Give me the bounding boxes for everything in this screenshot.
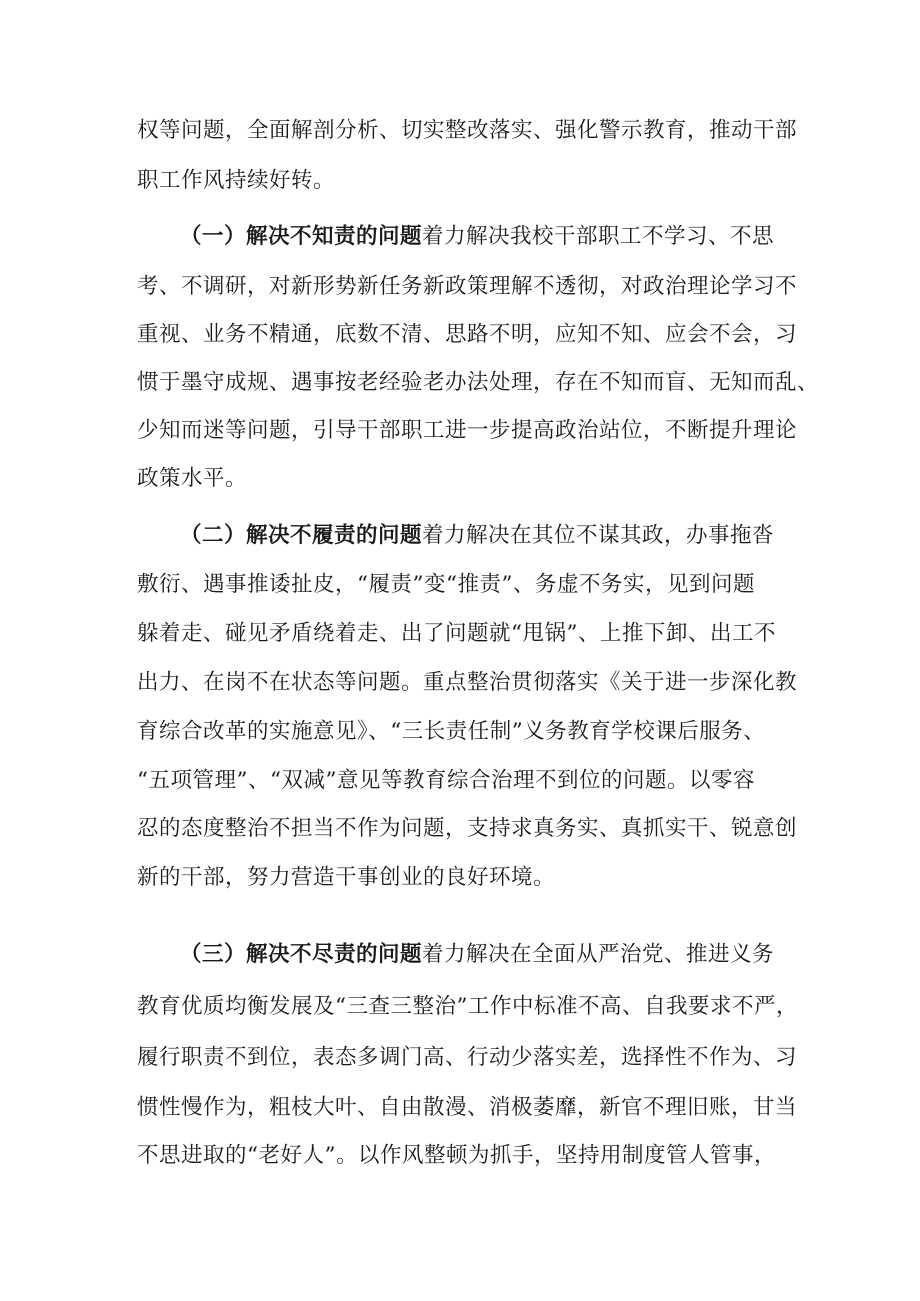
text-line: “五项管理”、“双减”意见等教育综合治理不到位的问题。以零容 <box>137 768 755 793</box>
text-line: 育综合改革的实施意见》、“三长责任制”义务教育学校课后服务、 <box>137 719 766 744</box>
text-line: 敷衍、遇事推诿扯皮，“履责”变“推责”、务虚不务实，见到问题 <box>137 572 755 597</box>
text-line: 惯性慢作为，粗枝大叶、自由散漫、消极萎靡，新官不理旧账，甘当 <box>137 1095 798 1120</box>
text-line: 新的干部，努力营造干事创业的良好环境。 <box>137 865 556 890</box>
text-line: 职工作风持续好转。 <box>137 168 336 193</box>
text-line: 不思进取的“老好人”。以作风整顿为抓手，坚持用制度管人管事， <box>137 1143 776 1168</box>
text-run: 着力解决在全面从严治党、推进义务 <box>422 942 775 967</box>
section-heading-1: （一）解决不知责的问题 <box>180 224 423 249</box>
paragraph-1-first-line <box>180 222 840 252</box>
text-line: 政策水平。 <box>137 466 248 491</box>
text-line: 权等问题，全面解剖分析、切实整改落实、强化警示教育，推动干部 <box>137 118 798 143</box>
text-run: 着力解决在其位不谋其政，办事拖沓 <box>422 523 775 548</box>
text-line: 考、不调研，对新形势新任务新政策理解不透彻，对政治理论学习不 <box>137 274 798 299</box>
text-line: 出力、在岗不在状态等问题。重点整治贯彻落实《关于进一步深化教 <box>137 670 798 695</box>
text-line: 少知而迷等问题，引导干部职工进一步提高政治站位，不断提升理论 <box>137 418 798 443</box>
text-line: 教育优质均衡发展及“三查三整治”工作中标准不高、自我要求不严， <box>137 994 798 1019</box>
text-line: 躲着走、碰见矛盾绕着走、出了问题就“甩锅”、上推下卸、出工不 <box>137 621 776 646</box>
section-heading-2: （二）解决不履责的问题 <box>180 523 423 548</box>
text-line: 惯于墨守成规、遇事按老经验老办法处理，存在不知而盲、无知而乱、 <box>137 370 820 395</box>
section-heading-3: （三）解决不尽责的问题 <box>180 942 423 967</box>
paragraph-3-first-line <box>180 940 840 970</box>
text-run: 着力解决我校干部职工不学习、不思 <box>422 224 775 249</box>
text-line: 重视、业务不精通，底数不清、思路不明，应知不知、应会不会，习 <box>137 322 798 347</box>
text-line: 履行职责不到位，表态多调门高、行动少落实差，选择性不作为、习 <box>137 1045 798 1070</box>
text-line: 忍的态度整治不担当不作为问题，支持求真务实、真抓实干、锐意创 <box>137 816 798 841</box>
paragraph-2-first-line <box>180 521 840 551</box>
